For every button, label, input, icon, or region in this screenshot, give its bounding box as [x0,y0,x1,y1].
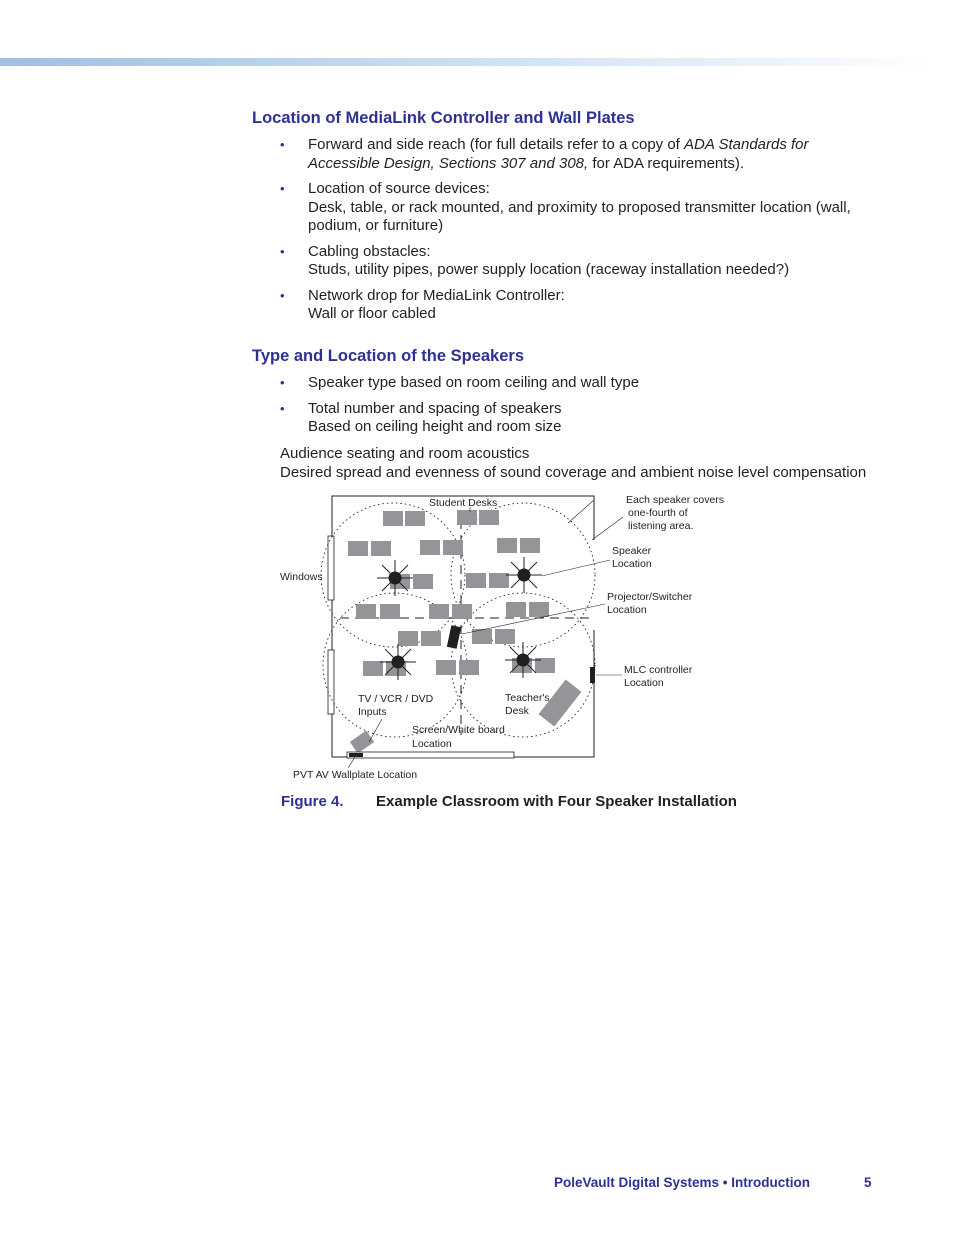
plain-line: Audience seating and room acoustics [280,445,530,462]
bullet-text: Location of source devices: [308,180,490,197]
label-mlc: Location [624,677,664,689]
figure-caption [281,793,737,810]
bullet-subtext: Wall or floor cabled [308,305,436,322]
student-desk [459,660,479,675]
speaker-bullets [280,374,880,444]
bullet-icon: • [280,243,285,259]
list-item [280,243,880,280]
bullet-subtext: Desk, table, or rack mounted, and proximity to proposed transmitter location (wall, podium, or furniture) [308,198,851,234]
figure-title: Example Classroom with Four Speaker Installation [376,793,737,810]
speaker-icon [380,644,416,680]
student-desk [421,631,441,646]
student-desk [380,604,400,619]
page-number: 5 [864,1175,872,1190]
list-item [280,400,880,437]
student-desk [413,574,433,589]
ada-reference: ADA Standards for Accessible Design, Sections 307 and 308, [308,136,809,172]
speaker-icon [505,642,541,678]
label-teacher: Desk [505,705,529,717]
student-desk [479,510,499,525]
classroom-diagram [278,488,738,788]
acoustics-text [280,444,900,482]
window-upper [328,536,334,600]
label-windows: Windows [280,571,323,583]
window-lower [328,650,334,714]
label-coverage: listening area. [628,520,694,532]
leader-tv [369,719,382,742]
section-heading-medialink: Location of MediaLink Controller and Wall Plates [252,109,635,127]
student-desk [420,540,440,555]
label-mlc: MLC controller [624,664,693,676]
list-item [280,136,880,173]
student-desk [497,538,517,553]
label-tv: Inputs [358,706,387,718]
speaker-icon [506,557,542,593]
label-student-desks: Student Desks [429,497,498,509]
leader-speaker [542,560,610,576]
bullet-icon: • [280,375,285,390]
label-projector: Projector/Switcher [607,591,693,603]
label-speaker: Location [612,558,652,570]
student-desk [452,604,472,619]
student-desk [363,661,383,676]
student-desk [383,511,403,526]
screen-whiteboard [347,752,514,758]
label-screen: Screen/White board [412,724,505,736]
student-desk [466,573,486,588]
student-desk [405,511,425,526]
student-desk [495,629,515,644]
projector [447,625,461,649]
student-desk [429,604,449,619]
student-desk [398,631,418,646]
bullet-text: Forward and side reach (for full details refer to a copy of [308,136,685,153]
bullet-subtext: Studs, utility pipes, power supply location (raceway installation needed?) [308,261,790,278]
list-item [280,287,880,324]
label-speaker: Speaker [612,545,652,557]
leader-coverage [568,500,594,523]
bullet-text: Network drop for MediaLink Controller: [308,286,565,304]
wallplate [349,753,363,757]
bullet-icon: • [280,181,285,196]
student-desk [371,541,391,556]
bullet-text: for ADA requirements). [588,154,745,172]
bullet-text: Cabling obstacles: [308,242,431,260]
student-desk [506,602,526,617]
list-item [280,374,880,393]
section-heading-speakers: Type and Location of the Speakers [252,347,525,365]
label-screen: Location [412,738,452,750]
label-teacher: Teacher's [505,692,550,704]
bullet-subtext: Based on ceiling height and room size [308,418,562,435]
student-desk [457,510,477,525]
figure-number: Figure 4. [281,793,344,810]
student-desk [529,602,549,617]
label-coverage: one-fourth of [628,507,688,519]
student-desk [348,541,368,556]
speaker-icon [377,560,413,596]
bullet-text: Speaker type based on room ceiling and wall type [308,374,640,391]
bullet-text: Total number and spacing of speakers [308,399,562,417]
label-wallplate: PVT AV Wallplate Location [293,769,418,781]
label-tv: TV / VCR / DVD [358,693,434,705]
header-band [0,58,930,66]
plain-line: Desired spread and evenness of sound coverage and ambient noise level compensation [280,464,867,481]
label-coverage: Each speaker covers [626,494,725,506]
student-desk [520,538,540,553]
bullet-icon: • [280,137,285,152]
student-desk [443,540,463,555]
mlc-controller [590,667,595,683]
label-projector: Location [607,604,647,616]
footer-title: PoleVault Digital Systems • Introduction [554,1175,811,1190]
bullet-icon: • [280,400,285,416]
list-item [280,180,880,236]
student-desk [356,604,376,619]
medialink-bullets [280,136,880,331]
bullet-icon: • [280,287,285,303]
leader-wallplate [348,757,355,768]
student-desk [436,660,456,675]
tv-cart [350,731,374,754]
leader-coverage-2 [592,517,623,540]
